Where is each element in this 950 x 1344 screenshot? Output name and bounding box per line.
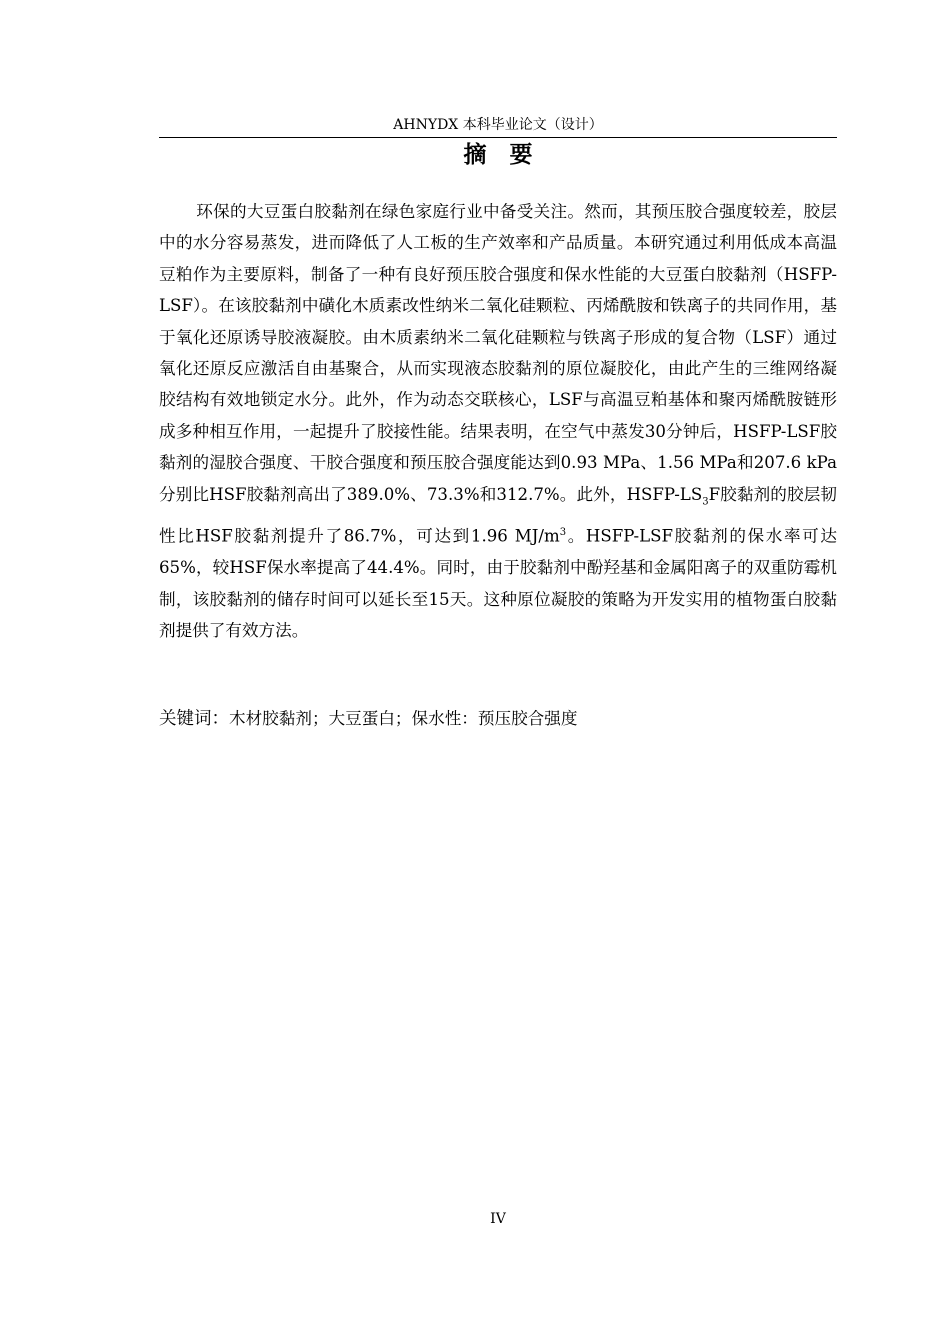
keywords-label: 关键词： [159,709,229,729]
abstract-title: 摘 要 [463,142,533,168]
abstract-text-part-2: F胶黏剂的胶层韧性比HSF胶黏剂提升了86.7%，可达到1.96 MJ/m [159,484,837,546]
abstract-body [159,196,837,647]
page-number: IV [490,1211,506,1227]
abstract-text-part-1: 环保的大豆蛋白胶黏剂在绿色家庭行业中备受关注。然而，其预压胶合强度较差，胶层中的水分容易蒸发，进而降低了人工板的生产效率和产品质量。本研究通过利用低成本高温豆粕作为主要原料，制备了一种有良好预压胶合强度和保水性能的大豆蛋白胶黏剂（HSFP-LSF）。在该胶黏剂中磺化木质素改性纳米二氧化硅颗粒、丙烯酰胺和铁离子的共同作用，基于氧化还原诱导胶液凝胶。由木质素纳米二氧化硅颗粒与铁离子形成的复合物（LSF）通过氧化还原反应激活自由基聚合，从而实现液态胶黏剂的原位凝胶化，由此产生的三维网络凝胶结构有效地锁定水分。此外，作为动态交联核心，LSF与高温豆粕基体和聚丙烯酰胺链形成多种相互作用，一起提升了胶接性能。结果表明，在空气中蒸发30分钟后，HSFP-LSF胶黏剂的湿胶合强度、干胶合强度和预压胶合强度能达到0.93 MPa、1.56 MPa和207.6 kPa分别比HSF胶黏剂高出了389.0%、73.3%和312.7%。此外，HSFP-LS [159,202,837,504]
subscript-3: 3 [702,495,709,507]
running-header: AHNYDX 本科毕业论文（设计） [393,117,603,133]
keywords-line [159,705,837,733]
header-rule [159,137,837,138]
keywords-text: 木材胶黏剂；大豆蛋白；保水性：预压胶合强度 [229,709,578,728]
abstract-text-part-3: 。HSFP-LSF胶黏剂的保水率可达65%，较HSF保水率提高了44.4%。同时，由于胶黏剂中酚羟基和金属阳离子的双重防霉机制，该胶黏剂的储存时间可以延长至15天。这种原位凝胶的策略为开发实用的植物蛋白胶黏剂提供了有效方法。 [159,526,837,641]
superscript-3: 3 [559,527,567,539]
abstract-paragraph [159,196,837,647]
